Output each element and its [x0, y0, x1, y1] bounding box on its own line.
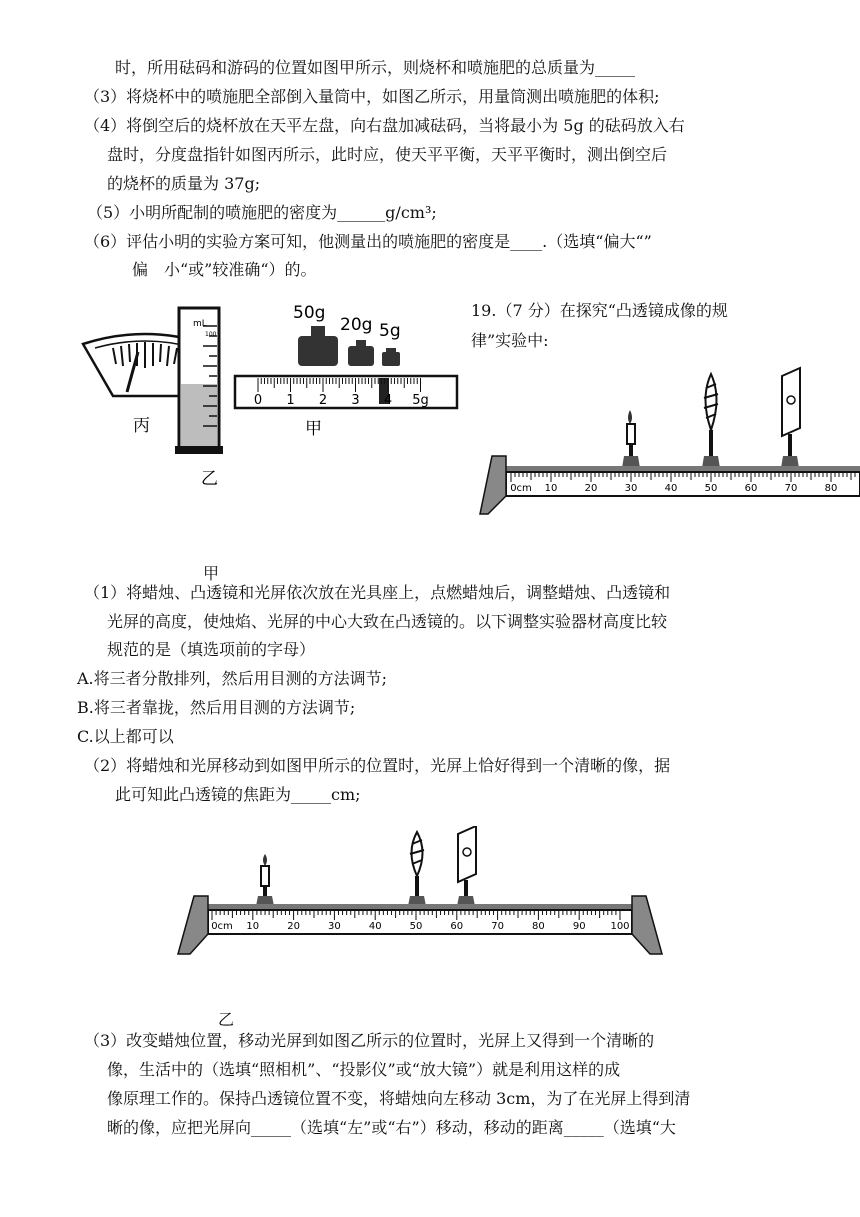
bench-yi-scale-label: 20 [287, 921, 300, 932]
text-line: A.将三者分散排列，然后用目测的方法调节; [77, 669, 388, 688]
convex-lens-icon [408, 832, 426, 906]
beam-tick-label: 3 [351, 393, 360, 408]
text-line: （1）将蜡烛、凸透镜和光屏依次放在光具座上，点燃蜡烛后，调整蜡烛、凸透镜和 [84, 583, 671, 602]
caption-bing: 丙 [133, 416, 150, 436]
caption-yi-small: 乙 [201, 469, 218, 489]
bench-yi-scale-label: 90 [572, 921, 586, 932]
optical-bench-yi [170, 826, 670, 956]
text-line: 的烧杯的质量为 37g; [107, 174, 261, 193]
text-line: 律”实验中: [471, 331, 549, 350]
weight-label-50: 50g [293, 303, 326, 323]
bench-yi-scale-label: 10 [246, 921, 260, 932]
text-line: （3）将烧杯中的喷施肥全部倒入量筒中，如图乙所示，用量筒测出喷施肥的体积; [84, 87, 660, 106]
optical-bench-jia [470, 364, 860, 524]
bench-jia-scale-label: 50 [704, 483, 718, 494]
bench-jia-scale-label: 30 [624, 483, 638, 494]
beam-ruler-icon [235, 376, 457, 408]
text-line: 像，生活中的（选填“照相机”、“投影仪”或“放大镜”）就是利用这样的成 [107, 1060, 621, 1079]
bench-jia-scale-label: 10 [544, 483, 558, 494]
caption-jia: 甲 [203, 564, 220, 583]
text-line: （6）评估小明的实验方案可知，他测量出的喷施肥的密度是____.（选填“偏大“” [84, 232, 652, 251]
bench-yi-scale-label: 60 [450, 921, 464, 932]
caption-yi: 乙 [218, 1010, 235, 1029]
bench-yi-scale-label: 30 [328, 921, 341, 932]
text-line: C.以上都可以 [77, 727, 174, 746]
beam-tick-label: 2 [318, 393, 328, 408]
bench-yi-scale-label: 70 [491, 921, 504, 932]
bench-yi-scale-label: 40 [368, 921, 382, 932]
text-line: 晰的像，应把光屏向_____（选填“左”或“右”）移动，移动的距离_____（选填“大 [107, 1118, 676, 1137]
text-line: 光屏的高度，使烛焰、光屏的中心大致在凸透镜的。以下调整实验器材高度比较 [107, 612, 668, 631]
bench-yi-scale-label: 0cm [211, 921, 233, 932]
cylinder-max: 100 [205, 331, 217, 338]
candle-icon [622, 410, 640, 468]
text-line: 规范的是（填选项前的字母） [107, 640, 316, 659]
bench-yi-scale-label: 100 [610, 921, 630, 932]
measuring-cylinder-icon [175, 308, 223, 454]
candle-icon [256, 854, 274, 906]
text-line: B.将三者靠拢，然后用目测的方法调节; [77, 698, 356, 717]
text-line: （2）将蜡烛和光屏移动到如图甲所示的位置时，光屏上恰好得到一个清晰的像，据 [84, 756, 671, 775]
weight-label-5: 5g [379, 321, 401, 341]
cylinder-unit: mL [193, 319, 207, 329]
light-screen-icon [781, 368, 800, 468]
light-screen-icon [457, 826, 476, 906]
convex-lens-icon [702, 374, 720, 468]
text-line: 19.（7 分）在探究“凸透镜成像的规 [471, 301, 728, 320]
bench-jia-scale-label: 70 [784, 483, 798, 494]
bench-jia-scale-label: 40 [664, 483, 678, 494]
weight-label-20: 20g [340, 315, 373, 335]
text-line: （3）改变蜡烛位置，移动光屏到如图乙所示的位置时，光屏上又得到一个清晰的 [84, 1031, 655, 1050]
bench-jia-scale-label: 20 [584, 483, 598, 494]
text-line: 盘时，分度盘指针如图丙所示，此时应，使天平平衡，天平平衡时，测出倒空后 [107, 145, 668, 164]
text-line: 此可知此凸透镜的焦距为_____cm; [115, 785, 361, 804]
bench-jia-scale-label: 60 [744, 483, 758, 494]
text-line: （5）小明所配制的喷施肥的密度为______g/cm³; [87, 203, 437, 222]
bench-yi-scale-label: 80 [532, 921, 545, 932]
text-line: 偏 小“或”较准确“）的。 [132, 260, 317, 279]
bench-jia-scale-label: 80 [824, 483, 838, 494]
text-line: 时，所用砝码和游码的位置如图甲所示，则烧杯和喷施肥的总质量为_____ [115, 58, 636, 77]
balance-figure [75, 296, 465, 496]
caption-jia-small: 甲 [305, 419, 322, 439]
beam-tick-label: 1 [286, 393, 295, 408]
bench-jia-scale-label: 0cm [510, 483, 532, 494]
beam-tick-label: 0 [253, 393, 263, 408]
text-line: 像原理工作的。保持凸透镜位置不变，将蜡烛向左移动 3cm，为了在光屏上得到清 [107, 1089, 691, 1108]
beam-tick-label: 5g [412, 393, 429, 408]
beam-tick-label: 4 [383, 393, 393, 408]
text-line: （4）将倒空后的烧杯放在天平左盘，向右盘加减砝码，当将最小为 5g 的砝码放入右 [84, 116, 685, 135]
bench-yi-scale-label: 50 [409, 921, 423, 932]
